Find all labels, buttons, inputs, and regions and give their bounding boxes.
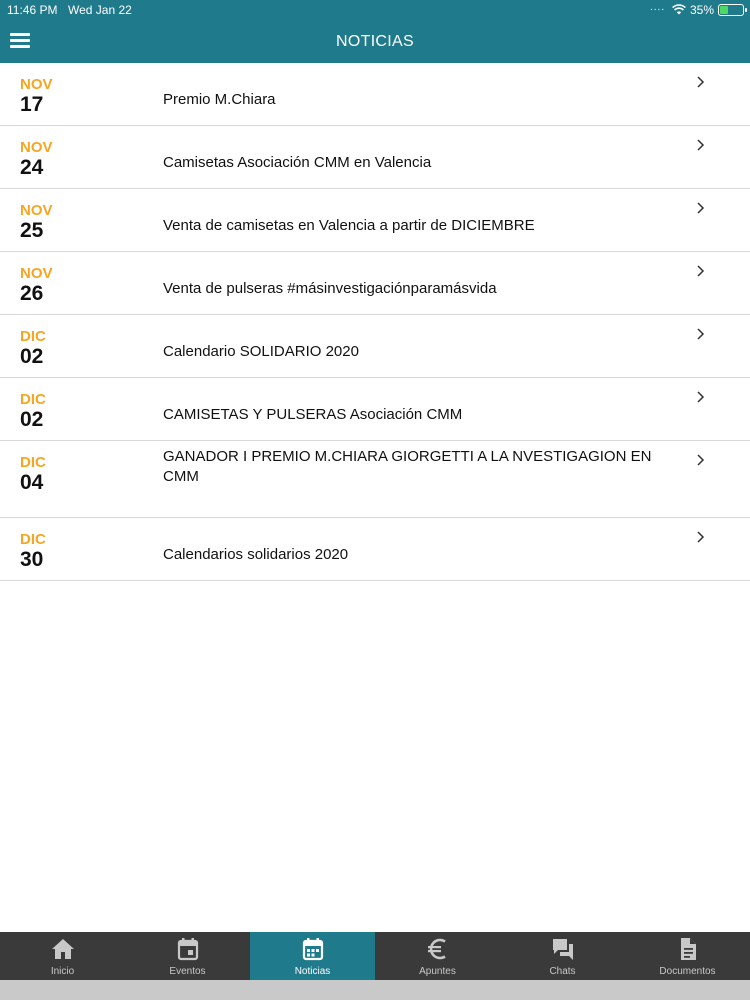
news-title: Venta de pulseras #másinvestigaciónparamásvida xyxy=(163,280,497,297)
news-list xyxy=(0,63,750,581)
news-title: Calendarios solidarios 2020 xyxy=(163,546,349,563)
chevron-right-icon xyxy=(696,328,706,340)
news-day: 24 xyxy=(20,156,44,179)
signal-dots: .... xyxy=(650,2,666,13)
tab-label: Apuntes xyxy=(419,966,456,977)
chevron-right-icon xyxy=(696,391,706,403)
tab-bar xyxy=(0,932,750,980)
tab-label: Inicio xyxy=(50,966,75,977)
news-month: NOV xyxy=(20,265,53,282)
tab-label: Documentos xyxy=(659,966,716,977)
chevron-right-icon xyxy=(696,265,706,277)
news-title: Camisetas Asociación CMM en Valencia xyxy=(163,154,432,171)
news-title: Premio M.Chiara xyxy=(163,91,276,108)
calendar-icon xyxy=(300,936,326,962)
news-day: 04 xyxy=(20,471,44,494)
tab-noticias[interactable] xyxy=(250,932,375,980)
news-title: Calendario SOLIDARIO 2020 xyxy=(163,343,359,360)
news-title: GANADOR I PREMIO M.CHIARA GIORGETTI A LA NVESTIGAGION EN CMM xyxy=(163,448,652,485)
tab-inicio[interactable] xyxy=(0,932,125,980)
news-item[interactable] xyxy=(0,315,750,378)
news-item[interactable] xyxy=(0,63,750,126)
news-day: 25 xyxy=(20,219,44,242)
news-day: 02 xyxy=(20,345,44,368)
euro-icon xyxy=(425,936,451,962)
news-month: DIC xyxy=(20,391,46,408)
news-month: NOV xyxy=(20,139,53,156)
news-month: DIC xyxy=(20,454,46,471)
news-item[interactable] xyxy=(0,378,750,441)
tab-documentos[interactable] xyxy=(625,932,750,980)
page-title: NOTICIAS xyxy=(336,33,414,50)
news-month: DIC xyxy=(20,531,46,548)
wifi-icon xyxy=(672,4,686,15)
news-day: 02 xyxy=(20,408,44,431)
news-item[interactable] xyxy=(0,441,750,518)
tab-label: Eventos xyxy=(169,966,206,977)
tab-apuntes[interactable] xyxy=(375,932,500,980)
news-item[interactable] xyxy=(0,126,750,189)
home-icon xyxy=(50,936,76,962)
news-month: DIC xyxy=(20,328,46,345)
navigation-bar xyxy=(0,0,750,63)
news-month: NOV xyxy=(20,202,53,219)
chevron-right-icon xyxy=(696,202,706,214)
home-indicator-area xyxy=(0,980,750,1000)
chevron-right-icon xyxy=(696,454,706,466)
status-date: Wed Jan 22 xyxy=(68,3,132,17)
chat-icon xyxy=(550,936,576,962)
news-title: Venta de camisetas en Valencia a partir de DICIEMBRE xyxy=(163,217,535,234)
chevron-right-icon xyxy=(696,139,706,151)
news-item[interactable] xyxy=(0,518,750,581)
tab-chats[interactable] xyxy=(500,932,625,980)
battery-icon xyxy=(718,4,744,16)
chevron-right-icon xyxy=(696,76,706,88)
tab-eventos[interactable] xyxy=(125,932,250,980)
news-month: NOV xyxy=(20,76,53,93)
battery-percent: 35% xyxy=(690,3,715,17)
news-day: 17 xyxy=(20,93,44,116)
status-bar xyxy=(0,0,750,20)
tab-label: Noticias xyxy=(294,966,331,977)
tab-label: Chats xyxy=(549,966,576,977)
news-title: CAMISETAS Y PULSERAS Asociación CMM xyxy=(163,406,463,423)
document-icon xyxy=(675,936,701,962)
news-day: 26 xyxy=(20,282,44,305)
status-time: 11:46 PM xyxy=(7,3,58,17)
chevron-right-icon xyxy=(696,531,706,543)
news-item[interactable] xyxy=(0,252,750,315)
news-item[interactable] xyxy=(0,189,750,252)
news-day: 30 xyxy=(20,548,44,571)
event-icon xyxy=(175,936,201,962)
